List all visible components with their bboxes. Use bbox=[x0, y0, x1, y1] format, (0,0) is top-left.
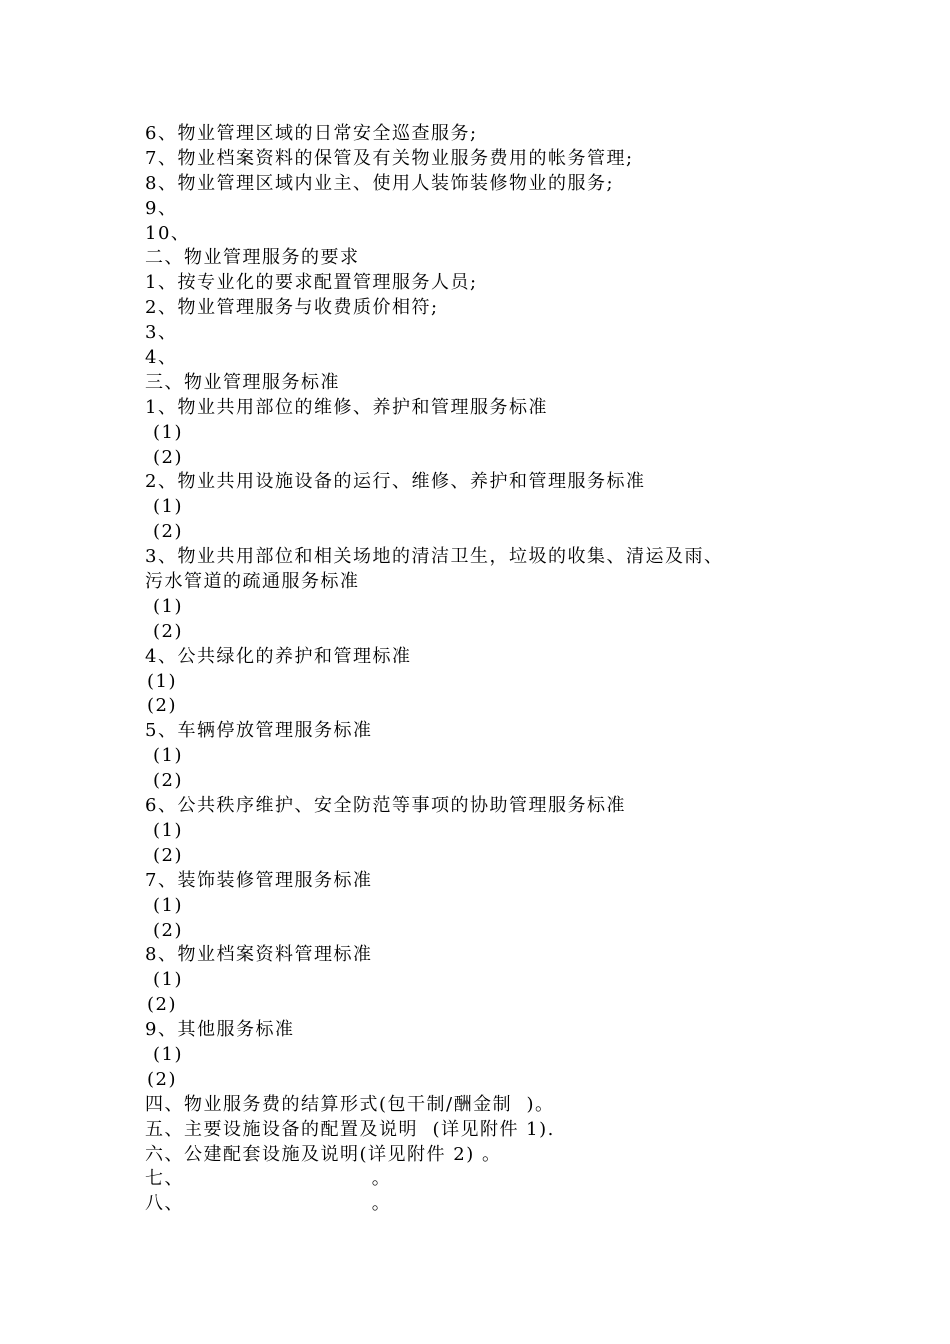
sub-item: (1) bbox=[153, 745, 183, 767]
list-item: 7、装饰装修管理服务标准 bbox=[145, 869, 373, 891]
sub-item: (1) bbox=[153, 496, 183, 518]
sub-item: (1) bbox=[153, 595, 183, 617]
section-heading: 七、 。 bbox=[145, 1168, 392, 1190]
list-item: 1、物业共用部位的维修、养护和管理服务标准 bbox=[145, 396, 548, 418]
sub-item: (2) bbox=[153, 844, 183, 866]
list-item: 6、公共秩序维护、安全防范等事项的协助管理服务标准 bbox=[145, 795, 626, 817]
list-item: 6、物业管理区域的日常安全巡查服务; bbox=[145, 123, 478, 144]
list-item: 8、物业管理区域内业主、使用人装饰装修物业的服务; bbox=[145, 172, 615, 194]
list-item: 9、其他服务标准 bbox=[145, 1019, 295, 1041]
sub-item: (1) bbox=[153, 894, 183, 916]
sub-item: (2) bbox=[153, 770, 183, 792]
sub-item: (2) bbox=[153, 620, 183, 642]
sub-item: (1) bbox=[147, 670, 177, 692]
sub-item: (2) bbox=[153, 446, 183, 468]
section-heading: 八、 。 bbox=[145, 1193, 392, 1215]
list-item: 2、物业共用设施设备的运行、维修、养护和管理服务标准 bbox=[145, 471, 646, 493]
list-item: 9、 bbox=[145, 197, 178, 219]
list-item: 2、物业管理服务与收费质价相符; bbox=[145, 297, 439, 319]
list-item: 1、按专业化的要求配置管理服务人员; bbox=[145, 272, 478, 294]
list-item: 4、公共绿化的养护和管理标准 bbox=[145, 645, 412, 667]
sub-item: (1) bbox=[153, 1043, 183, 1065]
list-item: 8、物业档案资料管理标准 bbox=[145, 944, 373, 966]
sub-item: (2) bbox=[147, 695, 177, 717]
sub-item: (2) bbox=[147, 1068, 177, 1090]
list-item: 4、 bbox=[145, 347, 178, 369]
list-item: 3、物业共用部位和相关场地的清洁卫生，垃圾的收集、清运及雨、 bbox=[145, 546, 724, 568]
document-page bbox=[145, 122, 865, 1217]
section-heading: 五、主要设施设备的配置及说明 (详见附件 1). bbox=[145, 1118, 555, 1140]
sub-item: (1) bbox=[153, 969, 183, 991]
section-heading: 四、物业服务费的结算形式(包干制/酬金制 )。 bbox=[145, 1093, 555, 1115]
sub-item: (2) bbox=[153, 919, 183, 941]
list-item-continuation: 污水管道的疏通服务标准 bbox=[145, 571, 360, 593]
list-item: 5、车辆停放管理服务标准 bbox=[145, 720, 373, 742]
section-heading: 二、物业管理服务的要求 bbox=[145, 247, 360, 269]
sub-item: (2) bbox=[147, 994, 177, 1016]
sub-item: (2) bbox=[153, 521, 183, 543]
list-item: 10、 bbox=[145, 222, 191, 244]
sub-item: (1) bbox=[153, 819, 183, 841]
section-heading: 六、公建配套设施及说明(详见附件 2) 。 bbox=[145, 1143, 502, 1165]
list-item: 3、 bbox=[145, 322, 178, 344]
sub-item: (1) bbox=[153, 421, 183, 443]
list-item: 7、物业档案资料的保管及有关物业服务费用的帐务管理; bbox=[145, 147, 634, 169]
section-heading: 三、物业管理服务标准 bbox=[145, 371, 340, 393]
